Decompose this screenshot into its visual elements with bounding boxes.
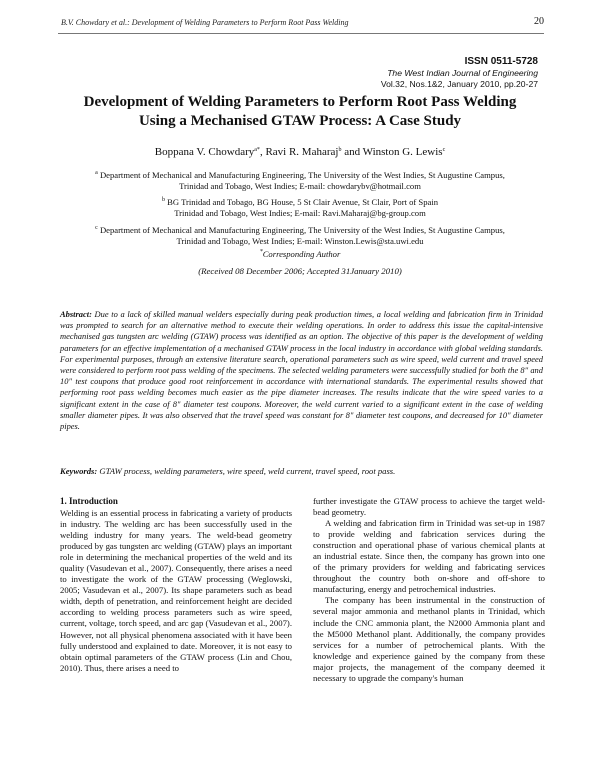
affiliation-b xyxy=(60,195,540,219)
paragraph: The company has been instrumental in the construction of several major ammonia and methanol plants in Trinidad, which include the CNC ammonia plant, the N2000 Ammonia plant and the M5000 Methanol plant. Additionally, the company provides services for a number of petrochemical plants. With the knowledge and experience gained by the company from these major projects, the management of the company deemed it necessary to upgrade the company's human xyxy=(313,595,545,683)
intro-right-column xyxy=(313,496,545,684)
paper-title-line-2: Using a Mechanised GTAW Process: A Case Study xyxy=(138,113,462,129)
paper-title-line-1: Development of Welding Parameters to Perform Root Pass Welding xyxy=(83,94,517,110)
issn: ISSN 0511-5728 xyxy=(464,56,538,67)
author-marker: c xyxy=(442,147,446,153)
corresponding-author xyxy=(60,249,540,259)
keywords xyxy=(60,466,543,476)
keywords-text: GTAW process, welding parameters, wire speed, weld current, travel speed, root pass. xyxy=(99,466,396,476)
author-name: , Ravi R. Maharaj xyxy=(259,146,339,158)
affiliation-a xyxy=(60,168,540,192)
abstract xyxy=(60,309,543,432)
author-name: and Winston G. Lewis xyxy=(341,146,443,158)
affiliation-marker: a xyxy=(95,170,98,176)
affiliation-line: Department of Mechanical and Manufacturing Engineering, The University of the West Indies, St Augustine Campus, xyxy=(99,225,505,235)
intro-left-column: Welding is an essential process in fabricating a variety of products in industry. The welding arc has been successfully used in the welding industry for many years. The weld-bead geometry produced by gas tungsten arc welding (GTAW) plays an important role in determining the mechanical properties of the weld and its quality (Vasudevan et al., 2007). Consequently, there arises a need to investigate the work of the GTAW processing (Weglowski, 2005; Vasudevan et al., 2007). Its shape parameters such as bead width, depth of penetration, and reinforcement height are decided according to welding process parameters such as wire speed, current, voltage, torch speed, and arc gap (Vasudevan et al., 2007). However, not all physical phenomena associated with it have been fully understood and explained to date. Moreover, it is not easy to obtain optimal parameters of the GTAW process (Lin and Chou, 2010). Thus, there arises a need to xyxy=(60,508,292,673)
abstract-text: Due to a lack of skilled manual welders especially during peak production times, a local welding and fabrication firm in Trinidad was prompted to search for an alternative method to execute their welding operations. In order to address this issue the capital-intensive mechanised gas tungsten arc welding (GTAW) process was identified as an option. The objective of this paper is the development of welding parameters for an effective implementation of a mechanised GTAW process in the local industry in accordance with global welding standards. For experimental purposes, through an extensive literature search, operational parameters such as wire speed, weld current and travel speed were considered to perform root pass welding of the specimens. The selected welding parameters were successfully studied for both the 8" and 10" test coupons that produce good root reinforcement in accordance with international standards. The experimental results showed that performing root pass welding becomes much easier as the pipe diameter increases. The results indicate that the wire speed varies to a significant extent in the case of 8" diameter test coupons. Moreover, the weld current varied to a significant extent in the case of welding smaller diameter pipes. It was also observed that the travel speed was constant for 8" diameter test coupons, and decreased for 10" diameter pipes. xyxy=(60,309,543,432)
page-number: 20 xyxy=(534,16,544,27)
affiliation-line: Trinidad and Tobago, West Indies; E-mail: Ravi.Maharaj@bg-group.com xyxy=(174,208,426,219)
corresponding-marker: * xyxy=(259,249,263,255)
journal-volume: Vol.32, Nos.1&2, January 2010, pp.20-27 xyxy=(380,79,538,89)
author-marker: a* xyxy=(254,147,260,153)
keywords-label: Keywords: xyxy=(60,466,98,476)
abstract-label: Abstract: xyxy=(60,309,92,319)
header-divider xyxy=(58,33,544,34)
affiliation-line: Department of Mechanical and Manufacturing Engineering, The University of the West Indies, St Augustine Campus, xyxy=(99,170,505,180)
paragraph: further investigate the GTAW process to achieve the target weld-bead geometry. xyxy=(313,496,545,518)
paragraph: A welding and fabrication firm in Trinidad was set-up in 1987 to provide welding and fabrication services during the construction and operational phase of various chemical plants at an industrial estate. Since then, the company has grown into one of the primary providers for welding and fabricating services throughout the country both on-shore and off-shore to manufacturing, energy and petrochemical industries. xyxy=(313,518,545,595)
affiliation-line: Trinidad and Tobago, West Indies; E-mail: chowdarybv@hotmail.com xyxy=(179,181,421,192)
affiliation-marker: b xyxy=(161,197,165,203)
affiliation-c xyxy=(60,223,540,247)
affiliation-marker: c xyxy=(95,225,98,231)
corresponding-label: Corresponding Author xyxy=(262,249,341,259)
journal-name: The West Indian Journal of Engineering xyxy=(387,68,538,78)
section-heading: 1. Introduction xyxy=(60,496,118,506)
author-marker: b xyxy=(338,147,342,153)
author-name: Boppana V. Chowdary xyxy=(154,146,255,158)
author-list xyxy=(60,146,540,158)
affiliation-line: BG Trinidad and Tobago, BG House, 5 St Clair Avenue, St Clair, Port of Spain xyxy=(167,197,439,207)
running-header: B.V. Chowdary et al.: Development of Welding Parameters to Perform Root Pass Welding xyxy=(61,18,349,27)
affiliation-line: Trinidad and Tobago, West Indies; E-mail: Winston.Lewis@sta.uwi.edu xyxy=(176,236,424,247)
received-dates: (Received 08 December 2006; Accepted 31January 2010) xyxy=(198,266,402,276)
